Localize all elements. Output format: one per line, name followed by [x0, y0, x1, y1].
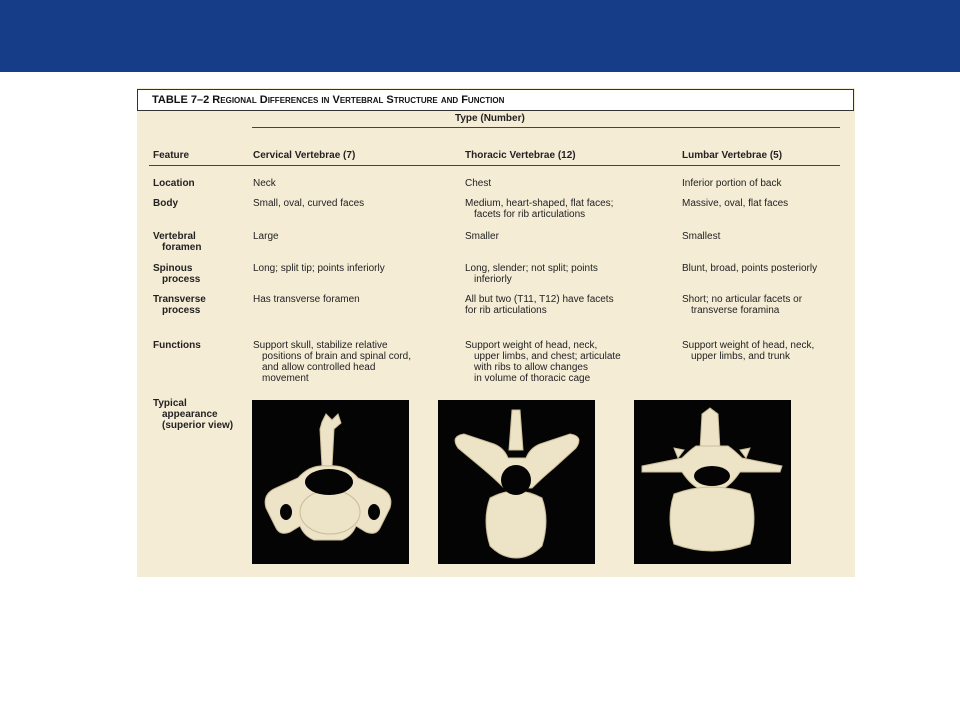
cell-cervical-foramen: Large [253, 231, 279, 242]
row-feature-functions: Functions [153, 340, 201, 351]
col-header-cervical: Cervical Vertebrae (7) [253, 150, 356, 161]
cell-thoracic-location: Chest [465, 178, 492, 189]
cervical-vertebra-image [252, 400, 409, 564]
cell-cervical-body: Small, oval, curved faces [253, 198, 365, 209]
cell-thoracic-functions: Support weight of head, neck, upper limbs, and chest; articulate with ribs to allow changes in volume of thoracic cage [465, 340, 621, 384]
col-header-lumbar: Lumbar Vertebrae (5) [682, 150, 783, 161]
cell-thoracic-foramen: Smaller [465, 231, 499, 242]
cell-lumbar-functions: Support weight of head, neck, upper limbs, and trunk [682, 340, 815, 362]
row-feature-vertebral-foramen: Vertebral foramen [153, 231, 202, 253]
header-rule-bottom [149, 165, 840, 166]
row-feature-location: Location [153, 178, 195, 189]
cell-lumbar-body: Massive, oval, flat faces [682, 198, 789, 209]
cell-thoracic-spinous: Long, slender; not split; points inferiorly [465, 263, 598, 285]
col-header-feature: Feature [153, 150, 190, 161]
row-feature-spinous-process: Spinous process [153, 263, 201, 285]
cell-lumbar-location: Inferior portion of back [682, 178, 782, 189]
row-feature-transverse-process: Transverse process [153, 294, 206, 316]
lumbar-vertebra-image [634, 400, 791, 564]
row-feature-typical-appearance: Typical appearance (superior view) [153, 398, 234, 431]
table-caption: TABLE 7–2 Regional Differences in Vertebral Structure and Function [152, 94, 505, 106]
title-banner [0, 0, 960, 72]
cell-cervical-location: Neck [253, 178, 276, 189]
cell-lumbar-spinous: Blunt, broad, points posteriorly [682, 263, 818, 274]
cell-thoracic-transverse: All but two (T11, T12) have facets for rib articulations [465, 294, 614, 316]
thoracic-vertebra-image [438, 400, 595, 564]
col-header-thoracic: Thoracic Vertebrae (12) [465, 150, 576, 161]
cell-cervical-functions: Support skull, stabilize relative positions of brain and spinal cord, and allow controlled head movement [253, 340, 411, 384]
cell-lumbar-foramen: Smallest [682, 231, 721, 242]
cell-cervical-spinous: Long; split tip; points inferiorly [253, 263, 385, 274]
vertebrae-table [137, 88, 855, 577]
cell-lumbar-transverse: Short; no articular facets or transverse foramina [682, 294, 803, 316]
cell-thoracic-body: Medium, heart-shaped, flat faces; facets for rib articulations [465, 198, 614, 220]
type-number-header: Type (Number) [455, 113, 525, 124]
header-rule-top [252, 127, 840, 128]
table-caption-box [137, 89, 854, 111]
row-feature-body: Body [153, 198, 178, 209]
cell-cervical-transverse: Has transverse foramen [253, 294, 360, 305]
